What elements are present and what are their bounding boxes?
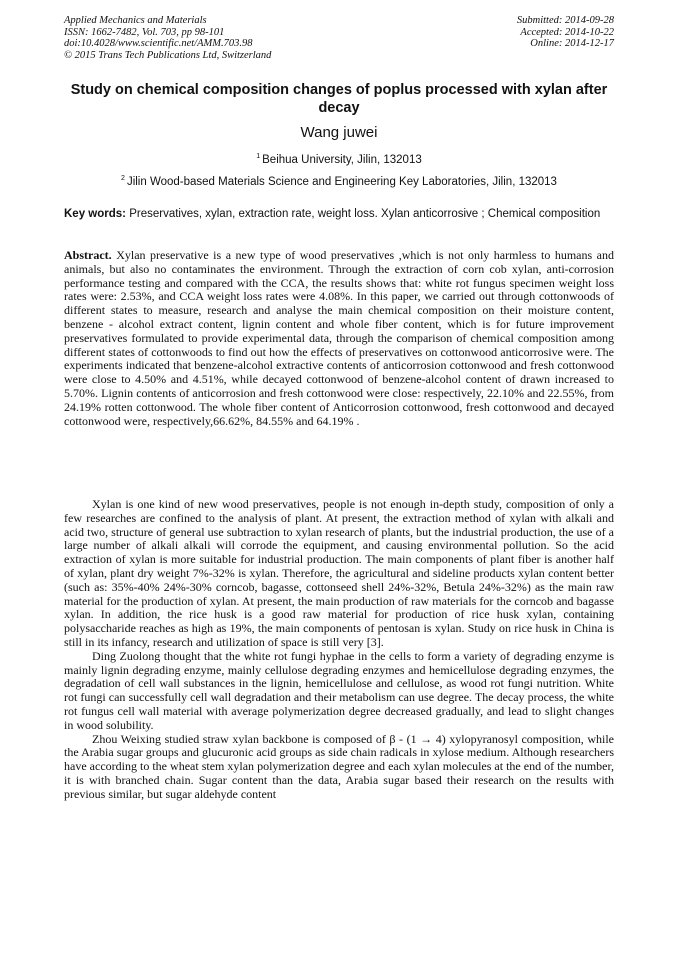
affiliation-text: Jilin Wood-based Materials Science and Engineering Key Laboratories, Jilin, 132013 — [126, 176, 557, 188]
affiliation-1 — [64, 150, 614, 167]
paper-title: Study on chemical composition changes of poplus processed with xylan after decay — [70, 82, 608, 116]
online-date: Online: 2014-12-17 — [530, 38, 614, 50]
copyright: © 2015 Trans Tech Publications Ltd, Switzerland — [64, 49, 272, 61]
affiliation-mark: 1 — [256, 153, 261, 160]
keywords — [64, 207, 614, 221]
submitted-date: Submitted: 2014-09-28 — [516, 15, 614, 26]
paragraph: Ding Zuolong thought that the white rot fungi hyphae in the cells to form a variety of degrading enzyme is mainly lignin degrading enzyme, mainly cellulose degrading enzymes and hemicellulose degrading enzymes, the degradation of cell wall substances in the lignin, hemicellulose and cellulose, as wood rot fungi nutrition. White rot fungi can successfully cell wall degradation and their metabolism can use degree. The decay process, the white rot fungus cell wall material with average polymerization degree decreased gradually, and lead to slight changes in wood solubility. — [64, 648, 614, 732]
accepted-date: Accepted: 2014-10-22 — [520, 26, 614, 38]
journal-info — [64, 15, 271, 61]
doi: doi:10.4028/www.scientific.net/AMM.703.98 — [64, 38, 253, 50]
keywords-label: Key words: — [64, 208, 126, 220]
abstract-label: Abstract. — [64, 248, 112, 262]
publication-dates — [517, 15, 614, 50]
journal-name: Applied Mechanics and Materials — [64, 15, 207, 26]
paragraph: Zhou Weixing studied straw xylan backbone is composed of β - (1 → 4) xylopyranosyl composition, while the Arabia sugar groups and glucuronic acid groups as side chain radicals in xylose medium. Although researchers have according to the wheat stem xylan polymerization degree and each xylan molecules at the end of the number, it is with branched chain. Sugar content than the data, Arabia sugar based their research on the results with previous similar, but sugar aldehyde content — [64, 731, 614, 801]
affiliation-mark: 2 — [121, 175, 125, 182]
abstract — [64, 249, 614, 428]
issn-volume: ISSN: 1662-7482, Vol. 703, pp 98-101 — [64, 26, 225, 38]
body-text — [64, 498, 614, 802]
abstract-text: Xylan preservative is a new type of wood preservatives ,which is not only harmless to humans and animals, but also no contaminates the environment. Through the extraction of corn cob xylan, anti-corrosion performance testing and compared with the CCA, the results shows that: white rot fungus specimen weight loss rates were: 2.53%, and CCA weight loss rates were 4.08%. In this paper, we carried out through cottonwoods of different states to measure, research and analyse the main chemical composition on their moisture content, benzene - alcohol extract content, lignin content and whole fiber content, which is for future improvement preservatives formulated to provide experimental data, through the comparison of chemical composition among different states of cottonwoods to find out how the effects of preservatives on cottonwood anticorrosive were. The experiments indicated that benzene-alcohol extractive contents of anticorrosion cottonwood and fresh cottonwood were close to 4.50% and 4.51%, while decayed cottonwood of benzene-alcohol content of drawn increased to 5.70%. Lignin contents of anticorrosion and fresh cottonwood were close: respectively, 22.10% and 22.55%, from 24.19% rotten cottonwood. The whole fiber content of Anticorrosion cottonwood, fresh cottonwood and decayed cottonwood were, respectively,66.62%, 84.55% and 64.19% . — [64, 248, 615, 428]
affiliation-text: Beihua University, Jilin, 132013 — [262, 154, 422, 166]
author-name: Wang juwei — [300, 124, 378, 141]
keywords-text: Preservatives, xylan, extraction rate, weight loss. Xylan anticorrosive ; Chemical composition — [129, 208, 601, 220]
paragraph: Xylan is one kind of new wood preservatives, people is not enough in-depth study, composition of only a few researches are confined to the analysis of plant. At present, the extraction method of xylan with alkali and acid two, structure of general use subtraction to xylan research of plants, but the industrial production, the use of a large number of alkali alkali will corrode the equipment, and causing environmental pollution. So the acid extraction of xylan is more suitable for industrial production. The main components of plant fiber is another half of xylan, plant dry weight 7%-32% is xylan. Therefore, the agricultural and sideline products xylan content better (such as: 35%-40% 24%-30% corncob, bagasse, cottonseed shell 24%-32%, Betula 24%-32%) as the main raw material for the production of xylan. At present, the main production of raw materials for the corncob and bagasse xylan. In addition, the rice husk is a good raw material for production of rice husk xylan, containing polysaccharide reaches as high as 19%, the main components of pentosan is xylan. Study on rice husk in China is still in its infancy, research and utilization of space is still very [3]. — [64, 497, 614, 649]
affiliation-2 — [64, 172, 614, 189]
